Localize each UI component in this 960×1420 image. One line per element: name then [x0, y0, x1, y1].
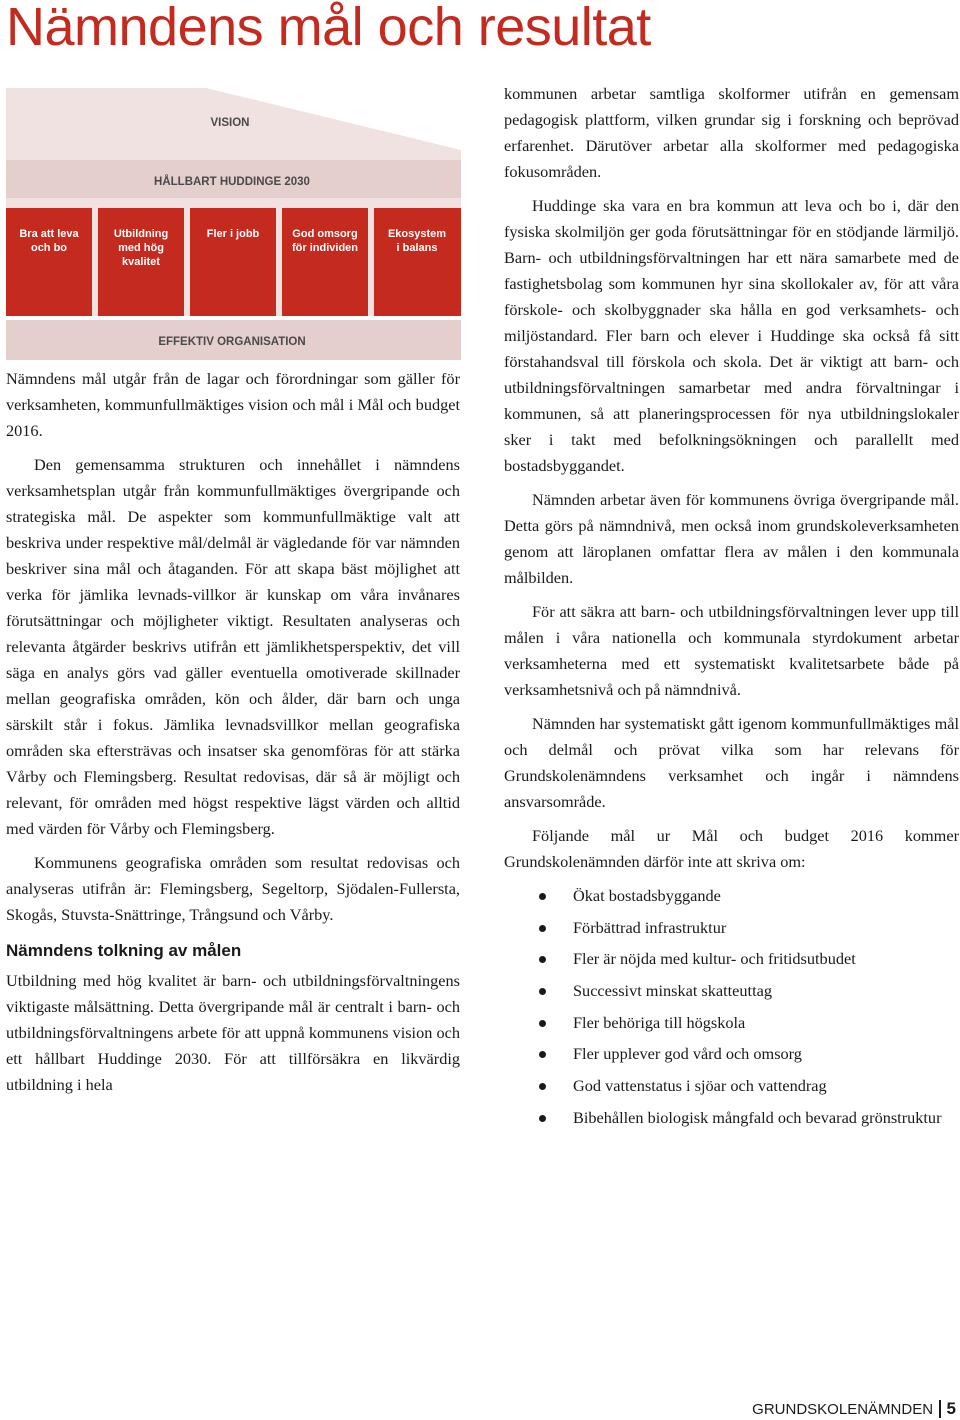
list-item: Förbättrad infrastruktur — [504, 915, 959, 941]
vision-house-svg — [6, 88, 461, 360]
list-item: Ökat bostadsbyggande — [504, 883, 959, 909]
pillar-5-line-1: Ekosystem — [387, 228, 447, 240]
pillar-5-line-2: i balans — [396, 242, 438, 254]
list-item: Bibehållen biologisk mångfald och bevarad grönstruktur — [504, 1105, 959, 1131]
right-paragraph-6: Följande mål ur Mål och budget 2016 kommer Grundskolenämnden därför inte att skriva om: — [504, 826, 959, 871]
list-item: Fler behöriga till högskola — [504, 1010, 959, 1036]
left-paragraph-1: Nämndens mål utgår från de lagar och förordningar som gäller för verksamheten, kommunfullmäktiges vision och mål i Mål och budget 2016. — [6, 369, 460, 440]
pillar-2-line-2: med hög — [118, 242, 164, 254]
pillar-2 — [98, 208, 184, 316]
footer-separator — [939, 1400, 941, 1418]
pillar-3 — [190, 208, 276, 316]
base-label: EFFEKTIV ORGANISATION — [158, 336, 306, 348]
right-column — [504, 81, 959, 1137]
excluded-goals-list — [504, 883, 959, 1131]
page-title: Nämndens mål och resultat — [6, 0, 651, 57]
left-paragraph-2: Den gemensamma strukturen och innehållet i nämndens verksamhetsplan utgår från kommunfullmäktiges övergripande och strategiska mål. De aspekter som kommunfullmäktige valt att beskriva under respektive mål/delmål är vägledande för var nämnden beskriver sina mål och åtaganden. För att skapa bäst möjlighet att verka för jämlika levnads-villkor är kunskap om våra invånares förutsättningar och möjligheter viktigt. Resultaten analyseras och relevanta åtgärder beskrivs utifrån ett jämlikhetsperspektiv, det vill säga en analys görs vad gäller eventuella omotiverade skillnader mellan geografiska områden, kön och ålder, där barn och unga särskilt står i fokus. Jämlika levnadsvillkor mellan geografiska områden ska eftersträvas och insatser ska genomföras för att stärka Vårby och Flemingsberg. Resultat redovisas, där så är möjligt och relevant, för områden med högst respektive lägst värden och alltid med värden för Vårby och Flemingsberg. — [6, 455, 460, 838]
right-paragraph-5: Nämnden har systematiskt gått igenom kommunfullmäktiges mål och delmål och prövat vilka som har relevans för Grundskolenämndens verksamhet och ingår i nämndens ansvarsområde. — [504, 714, 959, 811]
list-item: God vattenstatus i sjöar och vattendrag — [504, 1073, 959, 1099]
right-paragraph-3: Nämnden arbetar även för kommunens övriga övergripande mål. Detta görs på nämndnivå, men också inom grundskoleverksamheten genom att läroplanen omfattar flera av målen i den kommunala målbilden. — [504, 490, 959, 587]
pillar-3-line-1: Fler i jobb — [206, 228, 260, 240]
page-footer — [752, 1399, 956, 1419]
vision-house-diagram — [6, 88, 461, 360]
pillar-4-line-2: för individen — [292, 242, 358, 254]
pillar-1-line-1: Bra att leva — [19, 228, 79, 240]
vision-label: VISION — [210, 117, 250, 129]
pillar-2-line-3: kvalitet — [122, 256, 160, 268]
section-heading: Nämndens tolkning av målen — [6, 941, 242, 960]
hallbart-label: HÅLLBART HUDDINGE 2030 — [154, 176, 310, 188]
pillar-1-line-2: och bo — [30, 242, 68, 254]
list-item: Fler upplever god vård och omsorg — [504, 1041, 959, 1067]
footer-label: GRUNDSKOLENÄMNDEN — [752, 1400, 934, 1418]
pillar-2-line-1: Utbildning — [113, 228, 169, 240]
left-column — [6, 366, 460, 1106]
left-paragraph-3: Kommunens geografiska områden som resultat redovisas och analyseras utifrån är: Flemingsberg, Segeltorp, Sjödalen-Fullersta, Skogås, Stuvsta-Snättringe, Trångsund och Vårby. — [6, 853, 460, 924]
right-paragraph-1: kommunen arbetar samtliga skolformer utifrån en gemensam pedagogisk plattform, vilken grundar sig i forskning och beprövad erfarenhet. Därutöver arbetar alla skolformer med pedagogiska fokusområden. — [504, 84, 959, 181]
right-paragraph-4: För att säkra att barn- och utbildningsförvaltningen lever upp till målen i våra nationella och kommunala styrdokument arbetar verksamheterna med ett systematiskt kvalitetsarbete både på verksamhetsnivå och på nämndnivå. — [504, 602, 959, 699]
list-item: Fler är nöjda med kultur- och fritidsutbudet — [504, 946, 959, 972]
pillar-4 — [282, 208, 368, 316]
pillar-5 — [374, 208, 461, 316]
list-item: Successivt minskat skatteuttag — [504, 978, 959, 1004]
right-paragraph-2: Huddinge ska vara en bra kommun att leva och bo i, där den fysiska skolmiljön ger goda förutsättningar för en stödjande lärmiljö. Barn- och utbildningsförvaltningen har ett nära samarbete med de fastighetsbolag som kommunen hyr sina skollokaler av, för att våra förskole- och skolbyggnader ska hålla en god verksamhets- och miljöstandard. Fler barn och elever i Huddinge ska också få sitt förstahandsval till förskola och skola. Det är viktigt att barn- och utbildningsförvaltningen samarbetar med andra förvaltningar i kommunen, så att planeringsprocessen för nya utbildningslokaler sker i takt med befolkningsökningen och parallellt med bostadsbyggandet. — [504, 196, 959, 475]
page-number: 5 — [946, 1399, 956, 1418]
left-paragraph-4: Utbildning med hög kvalitet är barn- och utbildningsförvaltningens viktigaste målsättning. Detta övergripande mål är centralt i barn- och utbildningsförvaltningens arbete för att uppnå kommunens vision och ett hållbart Huddinge 2030. För att tillförsäkra en likvärdig utbildning i hela — [6, 971, 460, 1094]
pillar-1 — [6, 208, 92, 316]
pillar-4-line-1: God omsorg — [292, 228, 358, 240]
